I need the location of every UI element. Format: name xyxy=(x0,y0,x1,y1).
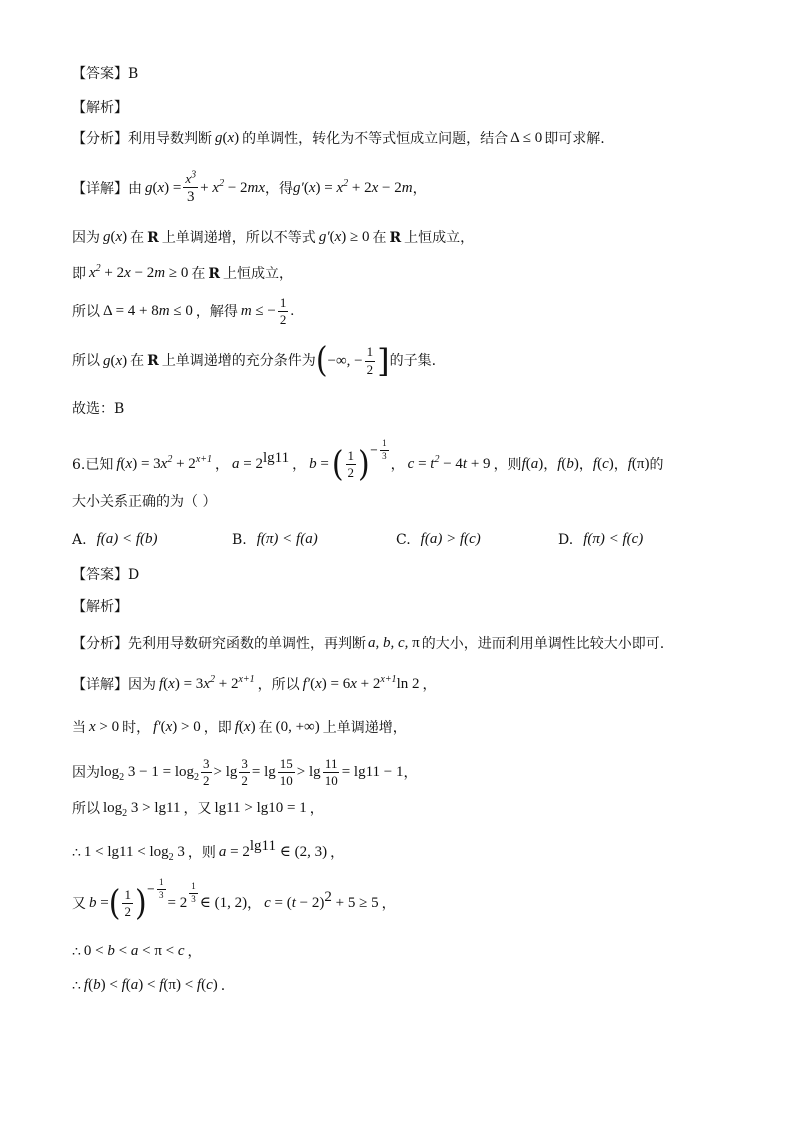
line-j xyxy=(72,944,202,959)
math-R: R xyxy=(208,265,220,282)
text: ， xyxy=(412,180,427,197)
option-expr: f(a) < f(b) xyxy=(96,531,158,547)
math-frac: $\frac{3}{2}$ xyxy=(241,756,248,789)
text: 当 xyxy=(72,719,86,736)
text: 因为 xyxy=(72,764,100,781)
text: 在 xyxy=(130,353,145,369)
text: ， xyxy=(330,844,345,861)
math: lg11 > lg10 = 1 xyxy=(214,800,307,816)
math-g-def: g(x) = xyxy=(145,180,182,197)
line-k xyxy=(72,978,225,993)
text: ， xyxy=(292,456,307,473)
text: 在 xyxy=(258,719,273,736)
math: g(x) xyxy=(103,352,128,369)
line-b xyxy=(72,263,293,282)
answer-line-2 xyxy=(72,568,139,582)
answer-line-1 xyxy=(72,67,138,81)
text: ∴ xyxy=(72,977,81,994)
math-rparen: ) xyxy=(134,883,147,924)
guxuan-line-1: 故选：B xyxy=(72,401,125,417)
line-f xyxy=(72,757,417,789)
option-expr: f(π) < f(c) xyxy=(583,531,644,547)
math-fpi: f(π) xyxy=(627,456,650,473)
option-label: D. xyxy=(558,531,574,548)
text: 所以 xyxy=(72,303,100,320)
text: 利用导数判断 xyxy=(128,130,212,147)
text: 的子集. xyxy=(389,353,437,369)
text: 上单调递增，所以不等式 xyxy=(161,229,316,246)
line-c: 所以 Δ = 4 + 8m ≤ 0 ，解得 m ≤ − $\frac{1}{2}$ . xyxy=(72,295,295,328)
math: (0, +∞) xyxy=(275,719,320,735)
line-d xyxy=(72,340,437,381)
text: ， xyxy=(613,456,628,473)
text: ， xyxy=(381,895,396,912)
math-frac-half: $\frac{1}{2}$ xyxy=(366,344,374,377)
text: ∴ xyxy=(72,844,81,861)
text: 在 xyxy=(130,229,145,246)
answer-value: B xyxy=(128,66,139,82)
math-g-rest: + $x^2 - 2mx$ xyxy=(200,178,266,197)
text: 又 xyxy=(72,895,86,912)
math-lparen: ( xyxy=(331,444,344,485)
math-rparen: ) xyxy=(358,444,370,485)
line-i xyxy=(72,877,396,924)
text: 所以 xyxy=(72,800,100,817)
xiangjie-line-1 xyxy=(72,169,427,206)
text: ，所以 xyxy=(257,676,300,693)
math: $c = (t - 2)^2 + 5 \ge 5$ xyxy=(264,889,379,912)
math: −∞, − xyxy=(327,352,363,369)
math: > lg xyxy=(296,764,321,781)
math-gprime: $g'(x) = x^2 + 2x - 2m$ xyxy=(293,178,413,197)
text: 上恒成立， xyxy=(404,229,475,246)
text: ，解得 xyxy=(195,303,238,320)
math: > lg xyxy=(213,764,238,781)
fenxi-label: 【分析】 xyxy=(72,130,128,147)
text: 由 xyxy=(128,180,142,197)
text: 在 xyxy=(372,229,387,246)
text: ，即 xyxy=(203,719,232,736)
text: 因为 xyxy=(72,229,100,246)
line-h xyxy=(72,838,345,863)
text: 上单调递增的充分条件为 xyxy=(161,353,316,369)
text: 因为 xyxy=(128,676,156,693)
math-frac-half: $\frac{1}{2}$ xyxy=(347,448,355,481)
math-frac-half: $\frac{1}{2}$ xyxy=(279,295,287,328)
fenxi-label: 【分析】 xyxy=(72,635,128,652)
option-expr: f(π) < f(a) xyxy=(256,531,318,547)
question-6-line-1 xyxy=(72,438,664,485)
math-a-def: $a = 2^{lg11}$ xyxy=(232,450,290,473)
analysis-label-2 xyxy=(72,600,128,614)
math-fa: f(a) xyxy=(521,456,544,473)
line-g xyxy=(72,800,324,819)
math: m ≤ − xyxy=(240,303,276,320)
math: $f'(x) = 6x + 2^{x+1}\ln$ 2 xyxy=(302,674,420,692)
math: $x^2 + 2x - 2m \ge 0$ xyxy=(89,263,189,281)
text: 所以 xyxy=(72,353,100,369)
text: 在 xyxy=(191,265,206,282)
text: ， xyxy=(390,456,405,473)
answer-label: 【答案】 xyxy=(72,66,128,82)
text: 的 xyxy=(649,456,664,473)
math: = 2 xyxy=(167,895,188,912)
fenxi-line-1 xyxy=(72,131,605,146)
fenxi-line-2 xyxy=(72,636,664,651)
math: $a = 2^{lg11}$ ∈ (2, 3) xyxy=(218,838,328,860)
text: ， xyxy=(543,456,558,473)
xiangjie-line-2 xyxy=(72,674,437,693)
xiangjie-label: 【详解】 xyxy=(72,180,128,197)
math-frac: $\frac{11}{10}$ xyxy=(324,756,338,789)
math: f′(x) > 0 xyxy=(153,719,201,735)
text: 的大小，进而利用单调性比较大小即可. xyxy=(421,635,665,652)
math-lparen: ( xyxy=(108,883,121,924)
option-d[interactable] xyxy=(558,532,643,547)
math-fc: f(c) xyxy=(592,456,614,473)
line-e xyxy=(72,720,407,735)
text: ，又 xyxy=(183,800,212,817)
math: 0 < b < a < π < c xyxy=(83,943,185,959)
math-rbracket: ] xyxy=(377,342,390,380)
option-label: C. xyxy=(396,531,411,548)
math-exponent: − $\frac{1}{3}$ xyxy=(369,438,387,462)
xiangjie-label: 【详解】 xyxy=(72,676,128,693)
math-frac: $\frac{15}{10}$ xyxy=(279,756,293,789)
math: = lg xyxy=(251,764,276,781)
math: $f(x) = 3x^2 + 2^{x+1}$ xyxy=(159,674,255,692)
math: Δ = 4 + 8m ≤ 0 xyxy=(103,303,193,320)
math: a, b, c, π xyxy=(368,635,420,651)
text: ， xyxy=(215,456,229,473)
text: 先利用导数研究函数的单调性，再判断 xyxy=(128,635,366,652)
math: = lg11 − 1 xyxy=(341,764,404,781)
math: b = xyxy=(89,895,109,912)
math-f-def: $f(x) = 3x^2 + 2^{x+1}$ xyxy=(116,454,212,473)
text: ， xyxy=(578,456,593,473)
text: 即 xyxy=(72,265,86,282)
text: ，则 xyxy=(493,456,522,473)
math-R: R xyxy=(147,353,159,369)
option-label: B. xyxy=(232,531,247,548)
text: 上单调递增， xyxy=(322,719,407,736)
math: f(x) xyxy=(234,719,256,735)
answer-value: D xyxy=(128,567,140,583)
option-b[interactable] xyxy=(232,532,318,547)
math-c-def: $c = t^2 - 4t + 9$ xyxy=(407,454,491,473)
math: f(b) < f(a) < f(π) < f(c) xyxy=(83,977,218,993)
text: . xyxy=(220,977,226,994)
option-label: A. xyxy=(72,531,87,548)
math: $1 < \lg 11 < \log_2 3$ xyxy=(83,844,185,863)
math-gx: g(x) xyxy=(215,130,240,146)
text: 的单调性，转化为不等式恒成立问题，结合 xyxy=(242,130,509,147)
math: g(x) xyxy=(103,229,128,245)
text: ， xyxy=(309,800,324,817)
analysis-label: 【解析】 xyxy=(72,599,128,615)
analysis-label-1 xyxy=(72,101,128,115)
text: ∴ xyxy=(72,943,81,960)
math: ∈ (1, 2) xyxy=(199,895,248,912)
text: 即可求解. xyxy=(544,130,605,147)
math-frac-x3-3: $\frac{x^3}{3}$ xyxy=(185,169,197,206)
text: ， xyxy=(422,676,437,693)
math-R: R xyxy=(389,229,402,246)
math-R: R xyxy=(147,229,159,246)
math-delta: Δ ≤ 0 xyxy=(510,130,543,146)
math-exponent: $\frac{1}{3}$ xyxy=(191,881,196,905)
option-expr: f(a) > f(c) xyxy=(420,531,481,547)
answer-label: 【答案】 xyxy=(72,567,128,583)
math-frac: $\frac{3}{2}$ xyxy=(203,756,210,789)
math-b-def: b = xyxy=(309,456,329,473)
text: 上恒成立， xyxy=(223,265,293,282)
option-c[interactable] xyxy=(396,532,481,547)
math-fb: f(b) xyxy=(557,456,579,473)
text: 时， xyxy=(122,719,151,736)
text: ， xyxy=(247,895,262,912)
math-lparen: ( xyxy=(315,340,328,381)
text: ， xyxy=(187,943,202,960)
option-a[interactable] xyxy=(72,532,158,547)
text: ， xyxy=(403,764,418,781)
math: $\log_2 3 - 1 = \log_2$ xyxy=(100,764,200,784)
question-number: 6. xyxy=(72,456,86,473)
math-exponent: − $\frac{1}{3}$ xyxy=(146,877,164,901)
math: g′(x) ≥ 0 xyxy=(318,229,370,245)
math-frac-half: $\frac{1}{2}$ xyxy=(124,887,131,920)
text: ，则 xyxy=(187,844,216,861)
math: $\log_2 3 > \lg 11$ xyxy=(103,800,181,819)
question-6-line-2: 大小关系正确的为（ ） xyxy=(72,494,217,510)
text: ，得 xyxy=(265,180,294,197)
analysis-label: 【解析】 xyxy=(72,100,128,116)
math: x > 0 xyxy=(89,719,120,735)
line-a xyxy=(72,230,474,245)
text: 已知 xyxy=(85,456,114,473)
